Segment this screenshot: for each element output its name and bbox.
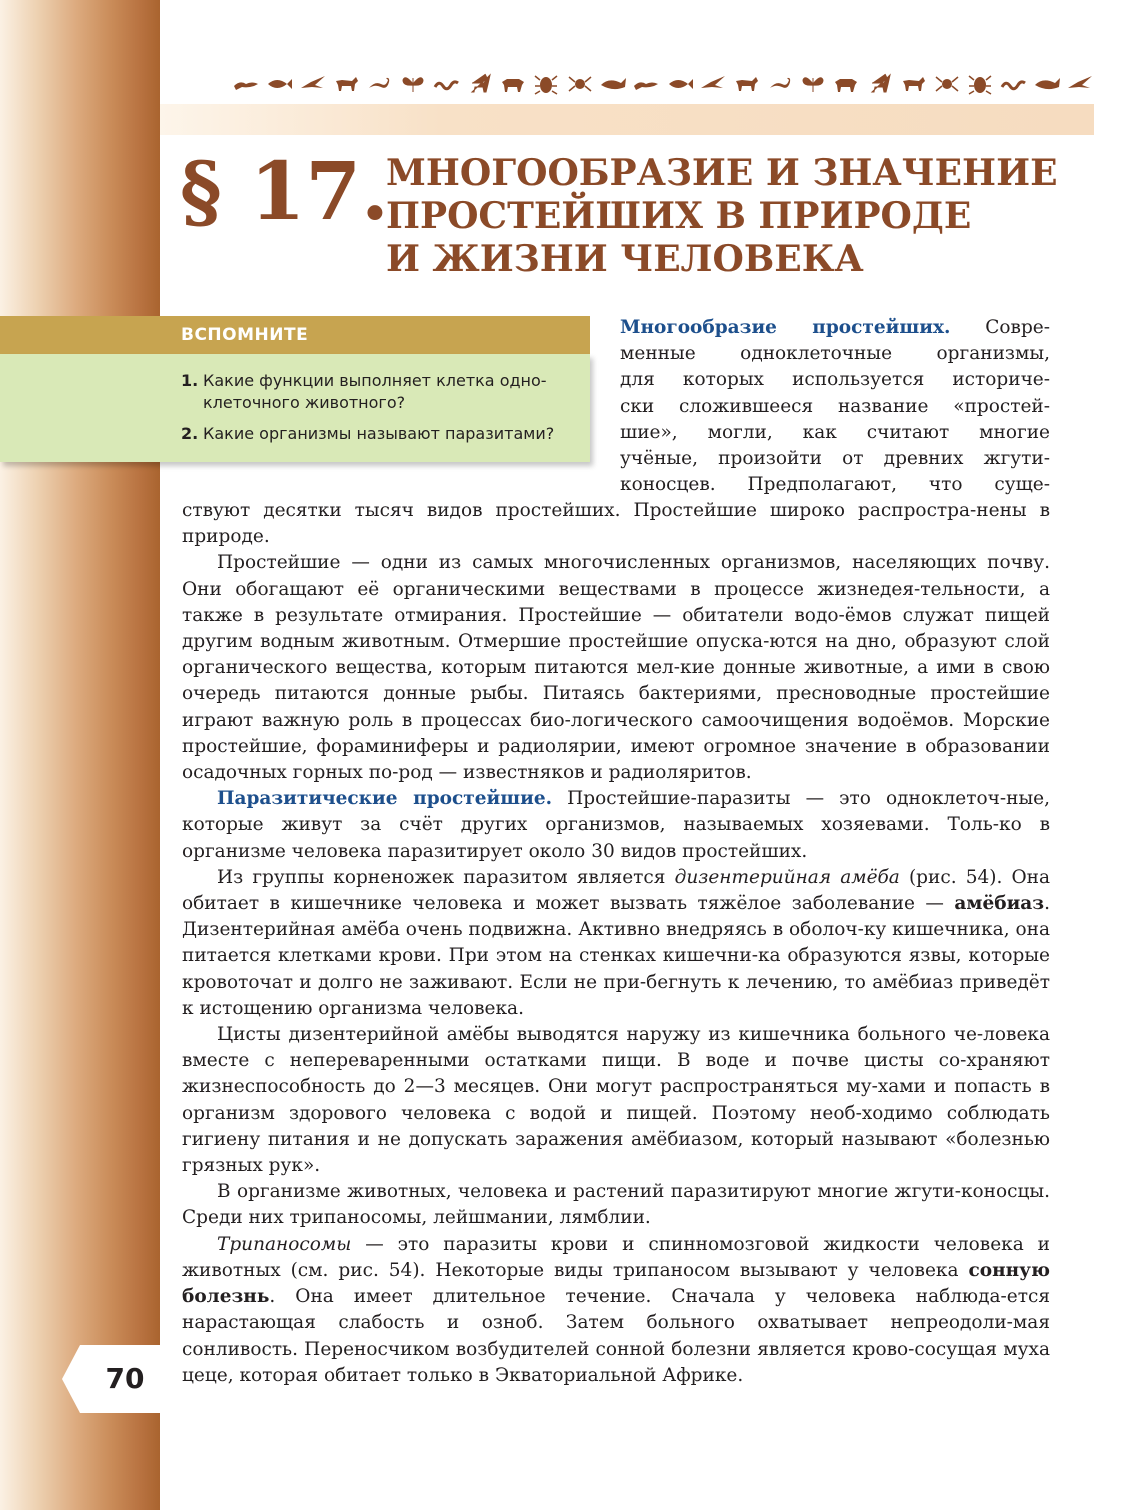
fish-icon (265, 72, 293, 96)
paragraph: Из группы корненожек паразитом является дизентерийная амёба (рис. 54). Она обитает в кишечнике человека и может вызвать тяжёлое заболевание — амёбиаз. Дизентерийная амёба очень подвижна. Активно внедряясь в оболоч-ку кишечника, она питается клетками крови. При этом на стенках кишечни-ка образуются язвы, которые кровоточат и долго не заживают. Если не при-бегнуть к лечению, то амёбиаз приведёт к истощению организма человека. (182, 866, 1050, 1019)
question-text-line1: Какие функции выполняет клетка одно- (203, 371, 547, 390)
title-line: И ЖИЗНИ ЧЕЛОВЕКА (386, 238, 864, 280)
lizard-icon (232, 72, 260, 96)
scorpion-icon (365, 72, 393, 96)
paragraph: Трипаносомы — это паразиты крови и спинномозговой жидкости человека и животных (см. рис. 54). Некоторые виды трипаносом вызывают у человека сонную болезнь. Она имеет длительное течение. Сначала у человека наблюда-ется нарастающая слабость и озноб. Затем больного охватывает непреодоли-мая сонливость. Переносчиком возбудителей сонной болезни является крово-сосущая муха цеце, которая обитает только в Экваториальной Африке. (182, 1233, 1050, 1386)
intro-line: шие», могли, как считают многие (620, 421, 1050, 443)
dog-icon (899, 72, 927, 96)
paragraph: Простейшие — одни из самых многочисленных организмов, населяющих почву. Они обогащают её органическими веществами в процессе жизнедея-тельности, а также в результате отмирания. Простейшие — обитатели водо-ёмов служат пищей другим водным животным. Отмершие простейшие опуска-ются на дно, образуют слой органического вещества, которым питаются мел-кие донные животные, а ими в свою очередь питаются донные рыбы. Питаясь бактериями, пресноводные простейшие играют важную роль в процессах био-логического самоочищения водоёмов. Морские простейшие, фораминиферы и радиолярии, имеют огромное значение в образовании осадочных горных по-род — известняков и радиоляритов. (182, 552, 1050, 784)
question-text-line2: клеточного животного? (203, 393, 406, 412)
page-number: 70 (105, 1362, 145, 1395)
paragraph: В организме животных, человека и растений паразитируют многие жгути-коносцы. Среди них трипаносомы, лейшмании, лямблии. (182, 1181, 1050, 1229)
question-item (181, 370, 574, 414)
term-italic: Трипаносомы (217, 1233, 352, 1255)
dog-icon (732, 72, 760, 96)
remember-questions (0, 354, 590, 462)
intro-column (620, 315, 1050, 498)
section-number: § 17. (180, 144, 389, 238)
section-title (386, 152, 1086, 281)
bull-icon (832, 72, 860, 96)
bird-icon (1066, 72, 1094, 96)
question-number: 2. (181, 424, 199, 443)
term-italic: дизентерийная амёба (674, 866, 900, 888)
intro-line: для которых используется историче- (620, 369, 1050, 391)
question-text-line1: Какие организмы называют паразитами? (203, 424, 555, 443)
animal-silhouette-strip (232, 68, 1094, 100)
snake-icon (999, 72, 1027, 96)
heading-parasitic: Паразитические простейшие. (217, 788, 553, 810)
snake-icon (432, 72, 460, 96)
whale-icon (1033, 72, 1061, 96)
spider-icon (933, 72, 961, 96)
lizard-icon (632, 72, 660, 96)
page-number-tab (62, 1345, 160, 1413)
page-spine (0, 0, 160, 1510)
title-line: МНОГООБРАЗИЕ И ЗНАЧЕНИЕ (386, 152, 1058, 194)
remember-heading: ВСПОМНИТЕ (0, 316, 590, 354)
paragraph: Паразитические простейшие. Простейшие-паразиты — это одноклеточ-ные, которые живут за счёт других организмов, называемых хозяевами. Толь-ко в организме человека паразитирует около 30 видов простейших. (182, 788, 1050, 862)
intro-line: Многообразие простейших. Совре- (620, 317, 1050, 338)
dog-icon (332, 72, 360, 96)
title-line: ПРОСТЕЙШИХ В ПРИРОДЕ (386, 195, 972, 237)
butterfly-icon (399, 72, 427, 96)
intro-line: учёные, произойти от древних жгути- (620, 448, 1050, 470)
deer-icon (866, 72, 894, 96)
scorpion-icon (766, 72, 794, 96)
main-text (182, 498, 1050, 1389)
beetle-icon (532, 72, 560, 96)
intro-line: коносцев. Предполагают, что суще- (620, 474, 1050, 496)
butterfly-icon (799, 72, 827, 96)
intro-line: ски сложившееся название «простей- (620, 395, 1050, 417)
bird-icon (699, 72, 727, 96)
question-number: 1. (181, 371, 199, 390)
intro-line: менные одноклеточные организмы, (620, 343, 1050, 365)
beetle-icon (966, 72, 994, 96)
paragraph: ствуют десятки тысяч видов простейших. Простейшие широко распростра-нены в природе. (182, 500, 1050, 548)
bull-icon (499, 72, 527, 96)
question-item (181, 423, 574, 445)
term-bold: сонную болезнь (182, 1259, 1050, 1308)
heading-diversity: Многообразие простейших. (620, 317, 951, 338)
whale-icon (599, 72, 627, 96)
bird-icon (299, 72, 327, 96)
remember-box (0, 316, 590, 462)
spider-icon (566, 72, 594, 96)
term-bold: амёбиаз (954, 893, 1045, 915)
paragraph: Цисты дизентерийной амёбы выводятся наружу из кишечника больного че-ловека вместе с непереваренными остатками пищи. В воде и почве цисты со-храняют жизнеспособность до 2—3 месяцев. Они могут распространяться му-хами и попасть в организм здорового человека с водой и пищей. Поэтому необ-ходимо соблюдать гигиену питания и не допускать заражения амёбиазом, который называют «болезнью грязных рук». (182, 1024, 1050, 1177)
deer-icon (466, 72, 494, 96)
fish-icon (666, 72, 694, 96)
header-band (160, 104, 1094, 135)
